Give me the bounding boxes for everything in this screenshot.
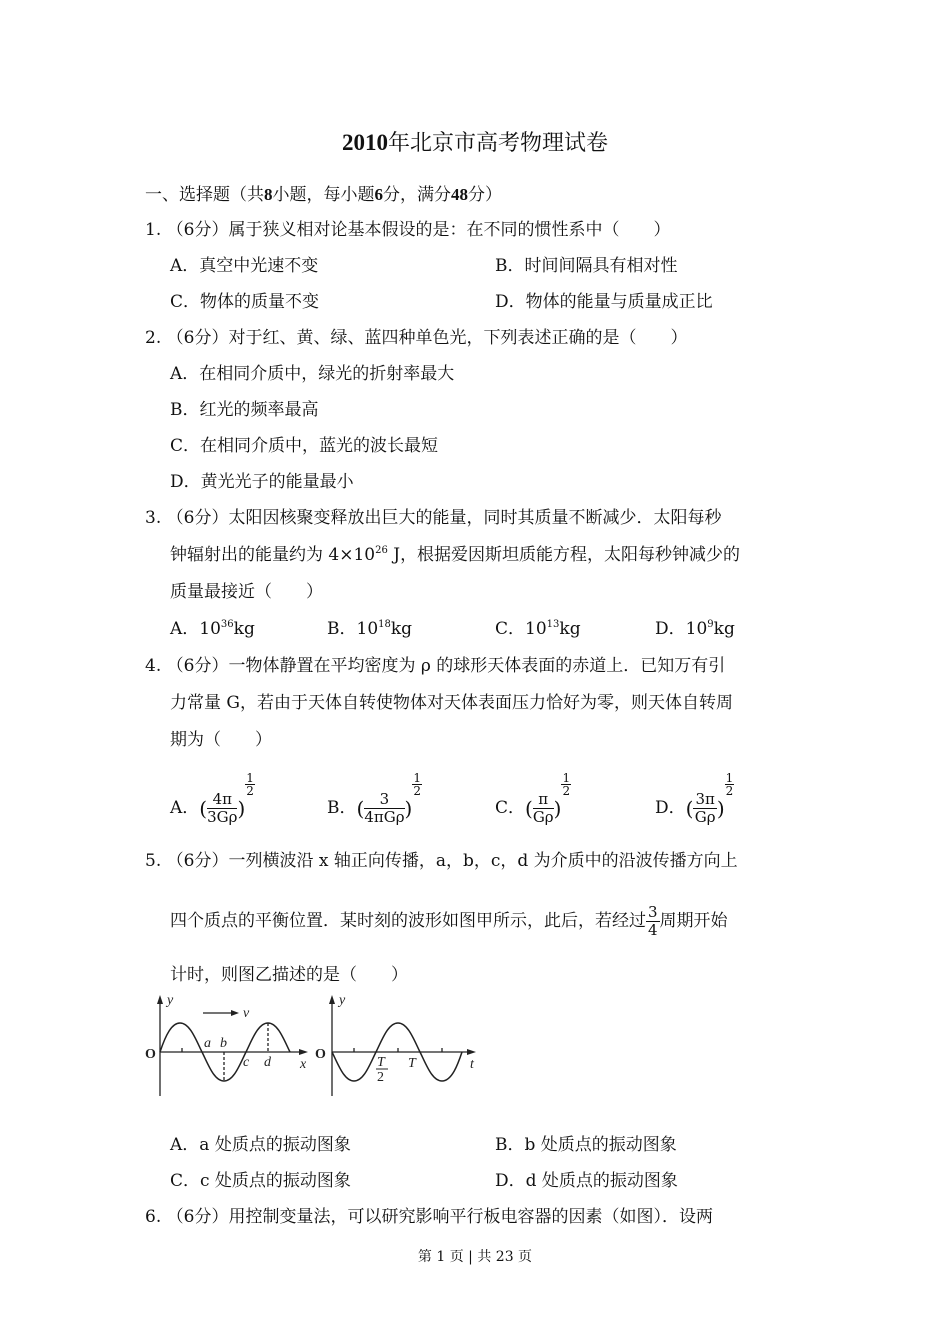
- origin-label: O: [145, 1047, 156, 1062]
- question-6-stem: 6. （6分）用控制变量法，可以研究影响平行板电容器的因素（如图）．设两: [145, 1207, 713, 1227]
- question-5-stem-line2: 四个质点的平衡位置．某时刻的波形如图甲所示，此后，若经过 $\frac{3}{4}$ 周期开始: [170, 903, 728, 939]
- svg-text:b: b: [220, 1036, 227, 1051]
- q2-option-a: A．在相同介质中，绿光的折射率最大: [170, 364, 455, 384]
- q3-option-b: B．$10^{18}kg$: [327, 619, 413, 639]
- q5-option-d: D．d 处质点的振动图象: [495, 1171, 678, 1191]
- q4-option-a: A．( $\frac{4\pi}{3G\rho}$ ) $\frac{1}{2}$: [170, 771, 254, 826]
- question-4-stem-line2: 力常量 G，若由于天体自转使物体对天体表面压力恰好为零，则天体自转周: [170, 693, 733, 713]
- question-5-stem: 5. （6分）一列横波沿 x 轴正向传播，a，b，c，d 为介质中的沿波传播方向上: [145, 851, 738, 871]
- svg-text:T: T: [408, 1056, 416, 1071]
- q3-option-d: D．$10^9kg$: [655, 619, 735, 639]
- q4-option-c: C．( $\frac{\pi}{G\rho}$ ) $\frac{1}{2}$: [495, 771, 571, 826]
- question-5-stem-line3: 计时，则图乙描述的是（ ）: [170, 965, 408, 985]
- question-2-stem: 2. （6分）对于红、黄、绿、蓝四种单色光，下列表述正确的是（ ）: [145, 328, 688, 348]
- vibration-graph-figure: [310, 990, 490, 1100]
- q3-option-c: C．$10^{13}kg$: [495, 619, 581, 639]
- q1-option-b: B．时间间隔具有相对性: [495, 256, 678, 276]
- question-4-stem: 4. （6分）一物体静置在平均密度为 ρ 的球形天体表面的赤道上．已知万有引: [145, 656, 726, 676]
- q5-option-b: B．b 处质点的振动图象: [495, 1135, 677, 1155]
- question-3-stem: 3. （6分）太阳因核聚变释放出巨大的能量，同时其质量不断减少．太阳每秒: [145, 508, 722, 528]
- velocity-label: v: [243, 1006, 250, 1021]
- q1-option-d: D．物体的能量与质量成正比: [495, 292, 713, 312]
- svg-text:a: a: [204, 1036, 211, 1051]
- title-text: 年北京市高考物理试卷: [387, 131, 608, 156]
- question-3-stem-line2: 钟辐射出的能量约为 $4\times 10^{26}$ J，根据爱因斯坦质能方程，太阳每秒钟减少的: [170, 545, 741, 565]
- page-title: [0, 126, 950, 157]
- q2-option-b: B．红光的频率最高: [170, 400, 319, 420]
- svg-text:y: y: [339, 993, 346, 1008]
- question-3-stem-line3: 质量最接近（ ）: [170, 582, 323, 602]
- svg-text:c: c: [243, 1055, 250, 1070]
- question-1-stem: 1. （6分）属于狭义相对论基本假设的是：在不同的惯性系中（ ）: [145, 220, 671, 240]
- q4-option-d: D．( $\frac{3\pi}{G\rho}$ ) $\frac{1}{2}$: [655, 771, 734, 826]
- y-axis-label: y: [167, 993, 174, 1008]
- svg-text:T: T: [377, 1055, 385, 1070]
- q4-option-b: B．( $\frac{3}{\text{4πGρ}}$ ) $\frac{1}{2}$: [327, 771, 421, 826]
- x-axis-label: x: [300, 1057, 307, 1072]
- svg-text:O: O: [315, 1047, 326, 1062]
- q2-option-d: D．黄光光子的能量最小: [170, 472, 354, 492]
- svg-text:t: t: [470, 1057, 474, 1072]
- q1-option-a: A．真空中光速不变: [170, 256, 319, 276]
- q5-option-a: A．a 处质点的振动图象: [170, 1135, 351, 1155]
- svg-text:d: d: [264, 1055, 271, 1070]
- section-header: 一、选择题（共8小题，每小题6分，满分48分）: [145, 185, 502, 205]
- q3-option-a: A．$10^{36}kg$: [170, 619, 255, 639]
- question-4-stem-line3: 期为（ ）: [170, 730, 272, 750]
- title-year: 2010: [341, 130, 388, 155]
- q2-option-c: C．在相同介质中，蓝光的波长最短: [170, 436, 439, 456]
- q1-option-c: C．物体的质量不变: [170, 292, 320, 312]
- page-footer: 第 1 页 | 共 23 页: [417, 1249, 533, 1265]
- wave-graph-figure: [140, 990, 320, 1100]
- q5-option-c: C．c 处质点的振动图象: [170, 1171, 351, 1191]
- svg-text:2: 2: [377, 1070, 384, 1085]
